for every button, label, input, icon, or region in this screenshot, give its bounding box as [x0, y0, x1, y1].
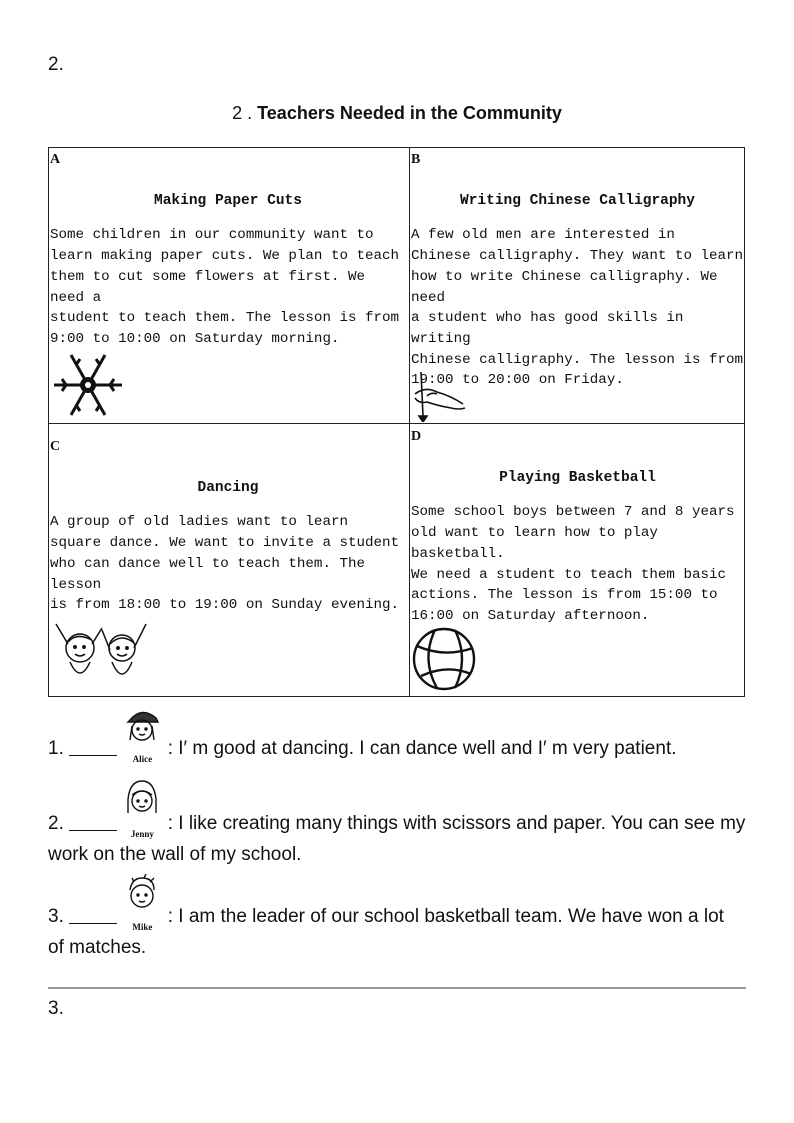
- section-divider: [48, 987, 746, 989]
- avatar-name: Mike: [132, 922, 153, 932]
- answer-blank[interactable]: [69, 737, 117, 756]
- avatar-name: Alice: [132, 754, 153, 764]
- table-divider-horizontal: [48, 423, 745, 424]
- section-number: 2 .: [232, 103, 253, 123]
- question-row: [48, 733, 748, 764]
- table-divider-vertical: [409, 147, 410, 697]
- boy-avatar-icon: [122, 874, 162, 914]
- question-text: : I′ m good at dancing. I can dance well and I′ m very patient.: [167, 738, 677, 759]
- question-text: : I like creating many things with scissors and paper. You can see my: [167, 813, 746, 834]
- section-title-text: Teachers Needed in the Community: [257, 103, 562, 123]
- girl-avatar-icon: [122, 706, 162, 746]
- avatar: [122, 922, 162, 932]
- cell-letter: B: [411, 152, 421, 167]
- question-text-cont: work on the wall of my school.: [48, 844, 302, 865]
- question-text-cont: of matches.: [48, 937, 147, 958]
- answer-blank[interactable]: [69, 905, 117, 924]
- snowflake-icon: [50, 348, 132, 422]
- answer-blank[interactable]: [69, 812, 117, 831]
- avatar: [122, 754, 162, 764]
- question-number: 1.: [48, 738, 64, 759]
- question-number: 2.: [48, 813, 64, 834]
- question-number-top: 2.: [48, 54, 64, 75]
- dancers-icon: [52, 614, 152, 692]
- question-number-bottom: 3.: [48, 998, 64, 1019]
- question-text: : I am the leader of our school basketball team. We have won a lot: [167, 906, 724, 927]
- cell-title: Playing Basketball: [499, 469, 656, 486]
- cell-text: A few old men are interested in Chinese calligraphy. They want to learn how to write Chinese calligraphy. We need a student who has good skills in writing Chinese calligraphy. The lesson is from 19:00 to 20:00 on Friday.: [411, 227, 744, 389]
- cell-letter: C: [50, 439, 61, 454]
- cell-title: Making Paper Cuts: [154, 192, 302, 209]
- cell-text: Some school boys between 7 and 8 years old want to learn how to play basketball. We need a student to teach them basic actions. The lesson is from 15:00 to 16:00 on Saturday afternoon.: [411, 504, 735, 624]
- section-title: [0, 103, 794, 124]
- avatar: [122, 829, 162, 839]
- cell-letter: D: [411, 429, 422, 444]
- question-row: [48, 901, 748, 963]
- basketball-icon: [411, 626, 479, 692]
- cell-text: A group of old ladies want to learn square dance. We want to invite a student who can dance well to teach them. The lesson is from 18:00 to 19:00 on Sunday evening.: [50, 514, 400, 614]
- cell-letter: A: [50, 152, 61, 167]
- cell-title: Dancing: [197, 479, 259, 496]
- cell-title: Writing Chinese Calligraphy: [460, 192, 695, 209]
- question-number: 3.: [48, 906, 64, 927]
- avatar-name: Jenny: [130, 829, 154, 839]
- brush-hand-icon: [411, 368, 467, 422]
- girl-avatar-icon: [122, 779, 162, 821]
- cell-text: Some children in our community want to learn making paper cuts. We plan to teach them to cut some flowers at first. We need a student to teach them. The lesson is from 9:00 to 10:00 on Saturday morning.: [50, 227, 400, 347]
- question-row: [48, 808, 748, 870]
